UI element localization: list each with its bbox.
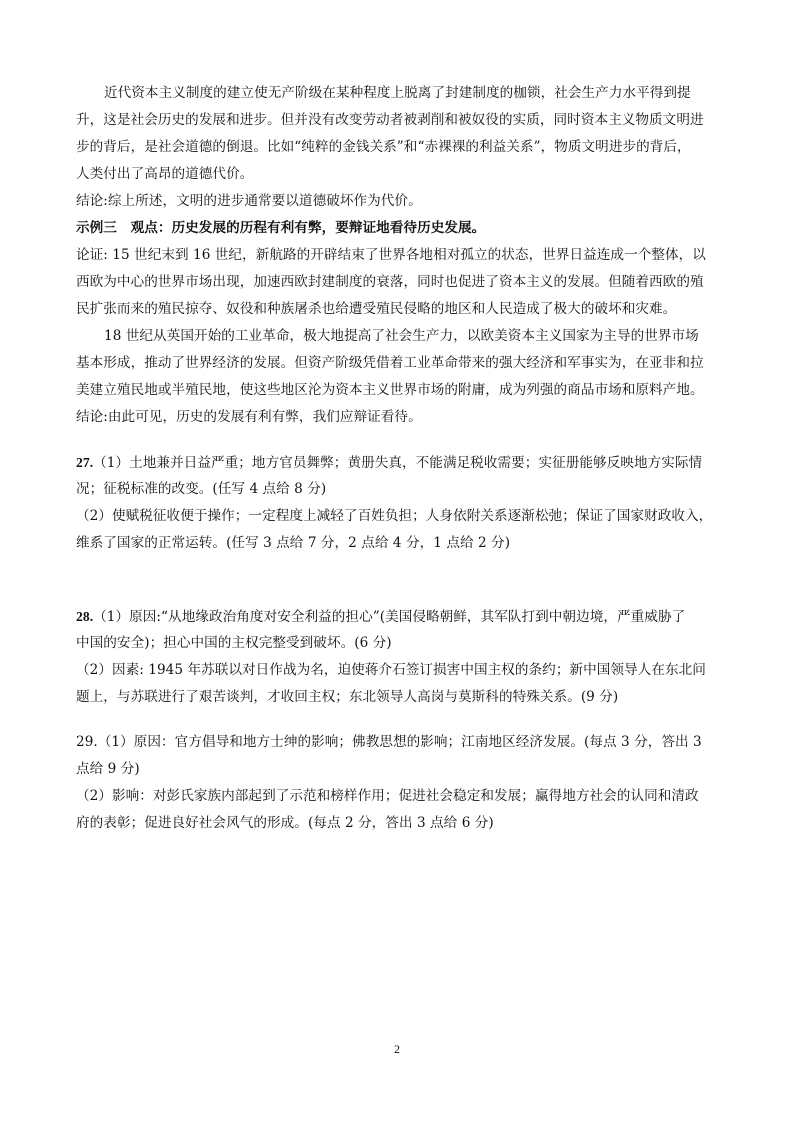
answer-line: （2）因素: 1945 年苏联以对日作战为名，迫使蒋介石签订损害中国主权的条约；新中国领导人在东北问 [76,662,706,678]
answer-document [76,80,724,837]
paragraph-line: 民扩张而来的殖民掠夺、奴役和种族屠杀也给遭受殖民侵略的地区和人民造成了极大的破坏和灾难。 [76,301,677,317]
answer-line: 府的表彰；促进良好社会风气的形成。(每点 2 分，答出 3 点给 6 分) [76,815,494,831]
question-27-line [76,449,724,476]
answer-text: （1）土地兼并日益严重；地方官员舞弊；黄册失真，不能满足税收需要；实征册能够反映地方实际情 [93,455,703,471]
paragraph-line: 步的背后，是社会道德的倒退。比如“纯粹的金钱关系”和“赤裸裸的利益关系”，物质文明进步的背后， [76,139,691,155]
question-number: 28. [76,609,94,624]
answer-line: 点给 9 分) [76,761,140,777]
paragraph-line: 论证: 15 世纪末到 16 世纪，新航路的开辟结束了世界各地相对孤立的状态，世界日益连成一个整体，以 [76,247,706,263]
answer-text: （1）原因:“从地缘政治角度对安全利益的担心”(美国侵略朝鲜，其军队打到中朝边境，严重威胁了 [93,609,686,625]
answer-line: 题上，与苏联进行了艰苦谈判，才收回主权；东北领导人高岗与莫斯科的特殊关系。(9 分) [76,689,619,705]
paragraph-line: 西欧为中心的世界市场出现，加速西欧封建制度的衰落，同时也促进了资本主义的发展。但随着西欧的殖 [76,274,704,290]
page-number: 2 [394,1042,400,1056]
answer-line: （2）影响：对彭氏家族内部起到了示范和榜样作用；促进社会稳定和发展；赢得地方社会的认同和清政 [76,788,699,804]
conclusion-line: 结论:由此可见，历史的发展有利有弊，我们应辩证看待。 [76,409,422,425]
question-29-line: 29.（1）原因：官方倡导和地方士绅的影响；佛教思想的影响；江南地区经济发展。(每点 3 分，答出 3 [76,734,702,750]
answer-line: 况；征税标准的改变。(任写 4 点给 8 分) [76,481,327,497]
question-number: 27. [76,455,94,470]
paragraph-line: 升，这是社会历史的发展和进步。但并没有改变劳动者被剥削和被奴役的实质，同时资本主义物质文明进 [76,112,704,128]
question-28-line [76,603,724,630]
paragraph-line: 近代资本主义制度的建立使无产阶级在某种程度上脱离了封建制度的枷锁，社会生产力水平得到提 [104,85,691,101]
paragraph-line: 18 世纪从英国开始的工业革命，极大地提高了社会生产力，以欧美资本主义国家为主导的世界市场 [104,328,699,344]
answer-line: 中国的安全)；担心中国的主权完整受到破坏。(6 分) [76,635,392,651]
answer-line: 维系了国家的正常运转。(任写 3 点给 7 分，2 点给 4 分，1 点给 2 分) [76,535,511,551]
paragraph-line: 基本形成，推动了世界经济的发展。但资产阶级凭借着工业革命带来的强大经济和军事实为，在亚非和拉 [76,355,704,371]
paragraph-line: 美建立殖民地或半殖民地，使这些地区沦为资本主义世界市场的附庸，成为列强的商品市场和原料产地。 [76,382,704,398]
paragraph-line: 人类付出了高昂的道德代价。 [76,166,254,182]
answer-line: （2）使赋税征收便于操作；一定程度上减轻了百姓负担；人身依附关系逐渐松弛；保证了国家财政收入， [76,508,713,524]
conclusion-line: 结论:综上所述，文明的进步通常要以道德破坏作为代价。 [76,193,422,209]
example-three-heading: 示例三 观点：历史发展的历程有利有弊，要辩证地看待历史发展。 [76,220,486,236]
